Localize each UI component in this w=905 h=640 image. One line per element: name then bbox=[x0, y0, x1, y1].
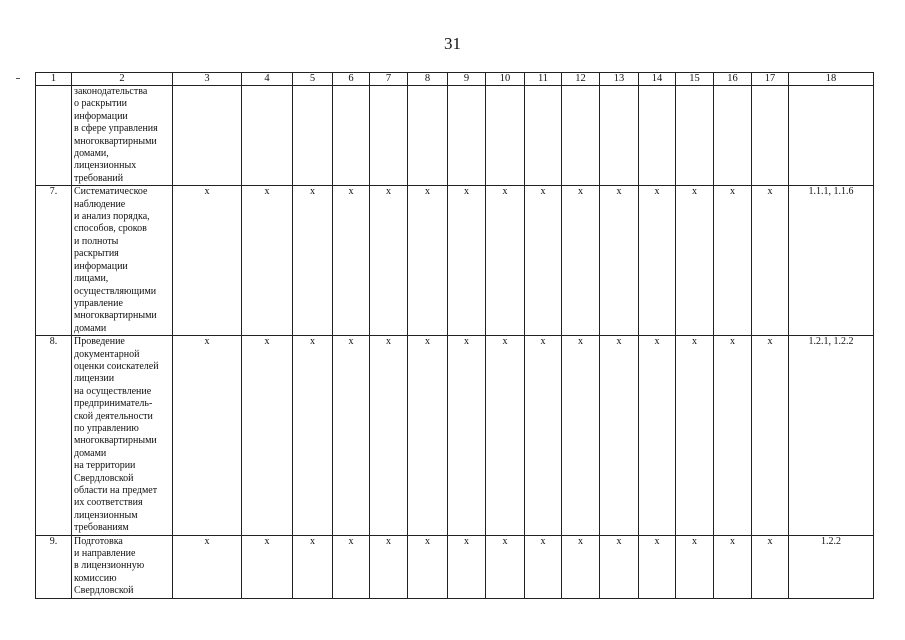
mark-cell: x bbox=[752, 535, 789, 598]
mark-cell bbox=[600, 86, 639, 186]
mark-cell: x bbox=[714, 535, 752, 598]
activity-name-line: и анализ порядка, bbox=[74, 211, 150, 223]
reference-cell: 1.2.2 bbox=[789, 535, 874, 598]
mark-cell: x bbox=[173, 535, 242, 598]
activity-name-line: по управлению bbox=[74, 422, 139, 434]
mark-cell: x bbox=[525, 186, 562, 336]
table-row bbox=[36, 535, 874, 598]
table-row bbox=[36, 336, 874, 536]
plan-table bbox=[35, 72, 874, 599]
mark-cell: x bbox=[525, 336, 562, 536]
activity-name bbox=[72, 336, 173, 536]
mark-cell: x bbox=[370, 336, 408, 536]
mark-cell: x bbox=[173, 336, 242, 536]
activity-name-line: раскрытия bbox=[74, 248, 119, 260]
mark-cell: x bbox=[600, 336, 639, 536]
mark-cell bbox=[333, 86, 370, 186]
column-header-6: 6 bbox=[333, 73, 370, 86]
activity-name-line: домами bbox=[74, 322, 107, 334]
mark-cell: x bbox=[333, 336, 370, 536]
mark-cell: x bbox=[639, 535, 676, 598]
mark-cell: x bbox=[639, 186, 676, 336]
activity-name-line: домами, bbox=[74, 148, 109, 160]
activity-name bbox=[72, 86, 173, 186]
row-number bbox=[36, 86, 72, 186]
mark-cell: x bbox=[293, 186, 333, 336]
mark-cell: x bbox=[448, 535, 486, 598]
column-header-5: 5 bbox=[293, 73, 333, 86]
column-header-18: 18 bbox=[789, 73, 874, 86]
activity-name-line: о раскрытии bbox=[74, 98, 128, 110]
mark-cell: x bbox=[408, 336, 448, 536]
mark-cell bbox=[752, 86, 789, 186]
activity-name-line: требованиям bbox=[74, 522, 129, 534]
mark-cell: x bbox=[600, 186, 639, 336]
activity-name-line: на осуществление bbox=[74, 385, 152, 397]
mark-cell bbox=[562, 86, 600, 186]
mark-cell bbox=[173, 86, 242, 186]
activity-name-line: лицензионным bbox=[74, 509, 138, 521]
mark-cell bbox=[408, 86, 448, 186]
activity-name-line: Подготовка bbox=[74, 535, 123, 547]
activity-name-line: лицензии bbox=[74, 373, 115, 385]
activity-name-line: требований bbox=[74, 172, 124, 184]
activity-name-line: комиссию bbox=[74, 572, 117, 584]
activity-name-line: Свердловской bbox=[74, 585, 134, 597]
column-header-3: 3 bbox=[173, 73, 242, 86]
activity-name-line: области на предмет bbox=[74, 485, 158, 496]
mark-cell: x bbox=[333, 535, 370, 598]
mark-cell: x bbox=[562, 535, 600, 598]
table-row bbox=[36, 186, 874, 336]
mark-cell: x bbox=[242, 186, 293, 336]
mark-cell bbox=[242, 86, 293, 186]
mark-cell: x bbox=[676, 336, 714, 536]
mark-cell: x bbox=[333, 186, 370, 336]
mark-cell: x bbox=[242, 336, 293, 536]
column-header-13: 13 bbox=[600, 73, 639, 86]
mark-cell bbox=[525, 86, 562, 186]
activity-name-line: Свердловской bbox=[74, 472, 134, 484]
mark-cell: x bbox=[752, 336, 789, 536]
mark-cell: x bbox=[448, 186, 486, 336]
mark-cell: x bbox=[370, 186, 408, 336]
mark-cell: x bbox=[486, 186, 525, 336]
mark-cell: x bbox=[242, 535, 293, 598]
mark-cell: x bbox=[408, 535, 448, 598]
activity-name-line: информации bbox=[74, 260, 128, 272]
activity-name bbox=[72, 186, 173, 336]
reference-cell bbox=[789, 86, 874, 186]
column-header-10: 10 bbox=[486, 73, 525, 86]
mark-cell bbox=[639, 86, 676, 186]
mark-cell: x bbox=[714, 336, 752, 536]
row-number: 9. bbox=[36, 535, 72, 598]
activity-name-line: их соответствия bbox=[74, 497, 143, 509]
margin-mark bbox=[16, 78, 20, 79]
mark-cell bbox=[714, 86, 752, 186]
table-body bbox=[36, 86, 874, 599]
activity-name-line: Систематическое bbox=[74, 186, 148, 198]
activity-name-line: информации bbox=[74, 110, 128, 122]
reference-cell: 1.1.1, 1.1.6 bbox=[789, 186, 874, 336]
activity-name-line: законодательства bbox=[74, 86, 148, 97]
mark-cell bbox=[486, 86, 525, 186]
column-header-17: 17 bbox=[752, 73, 789, 86]
mark-cell: x bbox=[562, 186, 600, 336]
mark-cell bbox=[293, 86, 333, 186]
activity-name-line: наблюдение bbox=[74, 198, 126, 210]
activity-name-line: многоквартирными bbox=[74, 435, 157, 447]
activity-name-line: ской деятельности bbox=[74, 410, 153, 422]
mark-cell: x bbox=[676, 535, 714, 598]
activity-name-line: Проведение bbox=[74, 336, 125, 348]
activity-name-line: предприниматель- bbox=[74, 398, 153, 410]
activity-name-line: лицами, bbox=[74, 273, 109, 285]
activity-name-line: способов, сроков bbox=[74, 223, 147, 235]
mark-cell: x bbox=[562, 336, 600, 536]
activity-name-line: и направление bbox=[74, 548, 136, 560]
column-header-1: 1 bbox=[36, 73, 72, 86]
column-header-9: 9 bbox=[448, 73, 486, 86]
reference-cell: 1.2.1, 1.2.2 bbox=[789, 336, 874, 536]
column-header-15: 15 bbox=[676, 73, 714, 86]
activity-name-line: в лицензионную bbox=[74, 560, 145, 572]
activity-name-line: многоквартирными bbox=[74, 135, 157, 147]
mark-cell bbox=[370, 86, 408, 186]
mark-cell: x bbox=[752, 186, 789, 336]
activity-name-line: осуществляющими bbox=[74, 285, 157, 297]
column-header-4: 4 bbox=[242, 73, 293, 86]
table-row bbox=[36, 86, 874, 186]
mark-cell: x bbox=[714, 186, 752, 336]
column-header-12: 12 bbox=[562, 73, 600, 86]
row-number: 8. bbox=[36, 336, 72, 536]
mark-cell: x bbox=[173, 186, 242, 336]
activity-name-line: в сфере управления bbox=[74, 123, 158, 135]
mark-cell: x bbox=[293, 535, 333, 598]
mark-cell: x bbox=[676, 186, 714, 336]
header-row bbox=[36, 73, 874, 86]
mark-cell: x bbox=[293, 336, 333, 536]
activity-name-line: домами bbox=[74, 447, 107, 459]
mark-cell: x bbox=[486, 535, 525, 598]
column-header-7: 7 bbox=[370, 73, 408, 86]
activity-name-line: многоквартирными bbox=[74, 310, 157, 322]
activity-name-line: на территории bbox=[74, 460, 136, 472]
activity-name-line: лицензионных bbox=[74, 160, 137, 172]
column-header-8: 8 bbox=[408, 73, 448, 86]
mark-cell bbox=[676, 86, 714, 186]
mark-cell: x bbox=[448, 336, 486, 536]
mark-cell: x bbox=[639, 336, 676, 536]
column-header-11: 11 bbox=[525, 73, 562, 86]
activity-name-line: документарной bbox=[74, 348, 140, 360]
column-header-14: 14 bbox=[639, 73, 676, 86]
column-header-2: 2 bbox=[72, 73, 173, 86]
activity-name-line: и полноты bbox=[74, 235, 119, 247]
mark-cell: x bbox=[408, 186, 448, 336]
mark-cell: x bbox=[486, 336, 525, 536]
mark-cell bbox=[448, 86, 486, 186]
column-header-16: 16 bbox=[714, 73, 752, 86]
mark-cell: x bbox=[600, 535, 639, 598]
page-number: 31 bbox=[444, 34, 461, 53]
activity-name-line: управление bbox=[74, 297, 123, 309]
mark-cell: x bbox=[370, 535, 408, 598]
mark-cell: x bbox=[525, 535, 562, 598]
activity-name bbox=[72, 535, 173, 598]
row-number: 7. bbox=[36, 186, 72, 336]
activity-name-line: оценки соискателей bbox=[74, 360, 159, 372]
